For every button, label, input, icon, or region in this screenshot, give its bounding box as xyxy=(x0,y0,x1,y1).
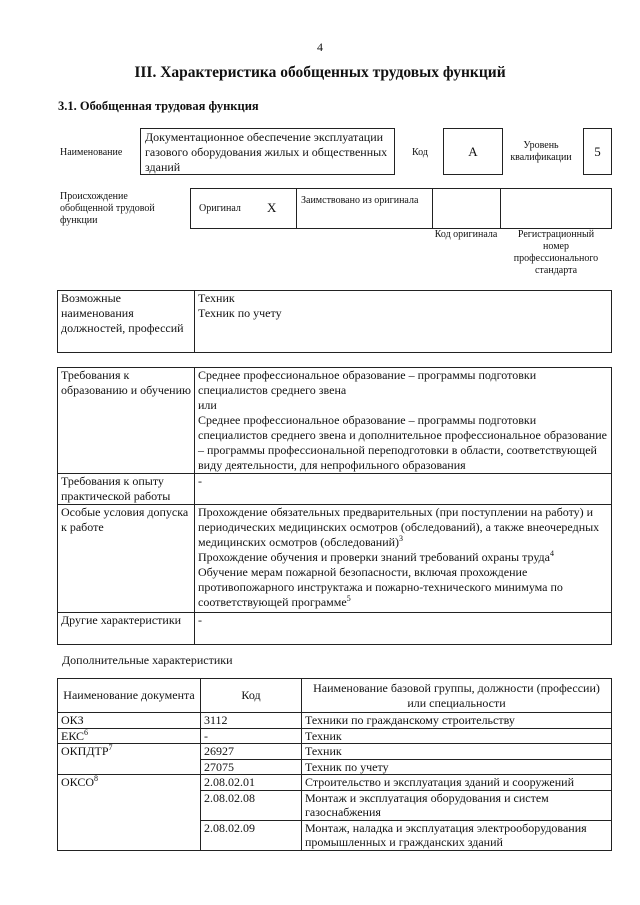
table-row: 2.08.02.08 Монтаж и эксплуатация оборудования и систем газоснабжения xyxy=(58,790,612,820)
function-name: Документационное обеспечение эксплуатации газового оборудования жилых и общественных зданий xyxy=(140,128,395,175)
table-row: ОКПДТР$^7$ 26927 Техник xyxy=(58,744,612,760)
header-code: Код xyxy=(201,679,302,713)
special-conditions-label: Особые условия допуска к работе xyxy=(58,505,195,613)
code-label: Код xyxy=(412,147,428,158)
original-mark: X xyxy=(267,200,277,215)
education-label: Требования к образованию и обучению xyxy=(58,368,195,474)
other-text: - xyxy=(195,613,612,645)
table-row: 2.08.02.09 Монтаж, наладка и эксплуатация электрооборудования промышленных и гражданских зданий xyxy=(58,820,612,850)
header-doc: Наименование документа xyxy=(58,679,201,713)
page-number: 4 xyxy=(317,40,323,54)
subsection-title: 3.1. Обобщенная трудовая функция xyxy=(58,99,259,113)
additional-heading: Дополнительные характеристики xyxy=(62,653,233,667)
positions-label: Возможные наименования должностей, профессий xyxy=(58,291,195,353)
requirements-table xyxy=(57,367,612,645)
original-label: Оригинал xyxy=(199,203,241,214)
borrowed-label: Заимствовано из оригинала xyxy=(301,195,419,206)
special-conditions-text: Прохождение обязательных предварительных (при поступлении на работу) и периодических медицинских осмотров (обследований), а также внеочередных медицинских осмотров (обследований)$^3$ Прохождение обучения и проверки знаний требований охраны труда$^4$ Обучение мерам пожарной безопасности, включая прохождение противопожарного инструктажа и пожарно-технического минимума по соответствующей программе$^5$ xyxy=(195,505,612,613)
table-row: ОКСО$^8$ 2.08.02.01 Строительство и эксплуатация зданий и сооружений xyxy=(58,775,612,791)
positions-values: Техник Техник по учету xyxy=(195,291,612,353)
positions-table xyxy=(57,290,612,353)
section-title: III. Характеристика обобщенных трудовых функций xyxy=(134,64,506,81)
header-name: Наименование базовой группы, должности (профессии) или специальности xyxy=(302,679,612,713)
reg-number-caption: Регистрационный номер профессионального стандарта xyxy=(513,229,599,276)
level-value: 5 xyxy=(583,128,612,175)
table-row: 27075 Техник по учету xyxy=(58,759,612,775)
name-label: Наименование xyxy=(60,147,123,158)
origin-table xyxy=(190,188,612,229)
other-label: Другие характеристики xyxy=(58,613,195,645)
code-value: А xyxy=(443,128,503,175)
origin-label: Происхождение обобщенной трудовой функции xyxy=(60,191,155,226)
experience-text: - xyxy=(195,474,612,505)
level-label: Уровень квалификации xyxy=(510,140,572,163)
table-row: ЕКС$^6$ - Техник xyxy=(58,728,612,744)
experience-label: Требования к опыту практической работы xyxy=(58,474,195,505)
additional-table xyxy=(57,678,612,851)
code-original-caption: Код оригинала xyxy=(434,229,498,240)
education-text: Среднее профессиональное образование – программы подготовки специалистов среднего звена или Среднее профессиональное образование – программы подготовки специалистов среднего звена и дополнительное профессиональное образование – программы профессиональной переподготовки в области, соответствующей виду деятельности, для непрофильного образования xyxy=(195,368,612,474)
table-row: ОКЗ 3112 Техники по гражданскому строительству xyxy=(58,713,612,729)
